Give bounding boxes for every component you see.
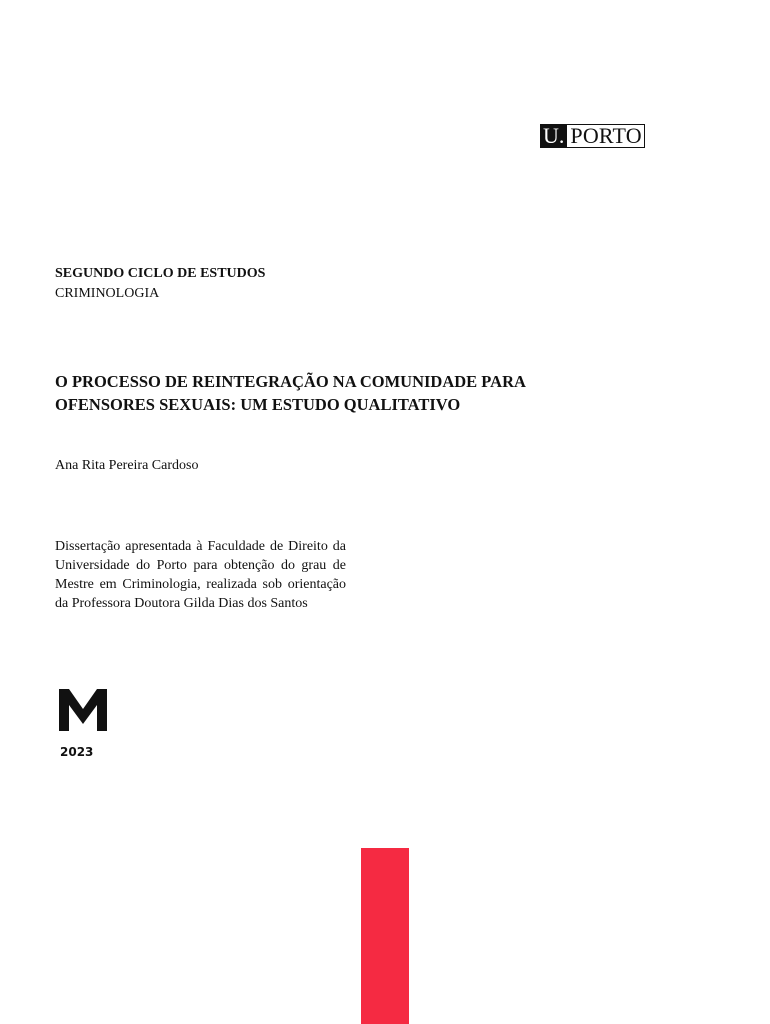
study-cycle: SEGUNDO CICLO DE ESTUDOS — [55, 266, 266, 281]
year: 2023 — [60, 745, 94, 759]
logo-u-mark: U. — [541, 125, 567, 147]
title-line-2: OFENSORES SEXUAIS: UM ESTUDO QUALITATIVO — [55, 395, 461, 414]
course-name: CRIMINOLOGIA — [55, 286, 160, 301]
m-letter-icon — [59, 689, 107, 731]
uporto-logo — [540, 124, 645, 148]
logo-porto-text: PORTO — [570, 123, 642, 148]
accent-bar — [361, 848, 409, 1024]
title-line-1: O PROCESSO DE REINTEGRAÇÃO NA COMUNIDADE PARA — [55, 372, 526, 391]
author-name: Ana Rita Pereira Cardoso — [55, 458, 199, 473]
dissertation-description: Dissertação apresentada à Faculdade de Direito da Universidade do Porto para obtenção do grau de Mestre em Criminologia, realizada sob orientação da Professora Doutora Gilda Dias dos Santos — [55, 539, 346, 611]
dissertation-title — [55, 370, 615, 416]
